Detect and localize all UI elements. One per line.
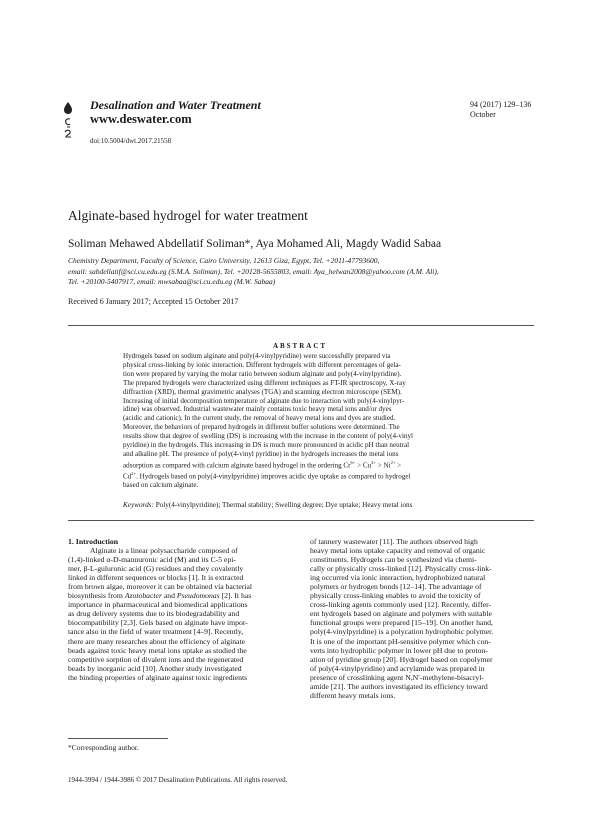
- body-line: Alginate is a linear polysaccharide composed of: [90, 546, 238, 556]
- body-line: ing occurred via ionic interaction, hydrophobized natural: [310, 573, 486, 583]
- abstract-line: results show that degree of swelling (DS) is increasing with the increase in the content of poly(4-vinyl: [123, 432, 413, 441]
- body-line: there are many researches about the efficiency of alginate: [68, 636, 246, 646]
- abstract-line: and alkaline pH. The presence of poly(4-vinyl pyridine) in the hydrogels increases the metal ions: [123, 449, 399, 458]
- ion-charge: 6+: [350, 459, 356, 465]
- body-line: presence of crosslinking agent N,N′-methylene-bisacryl-: [310, 672, 484, 682]
- body-line: constituents. Hydrogels can be synthesized via chemi-: [310, 555, 477, 565]
- abstract-text: adsorption as compared with calcium alginate based hydrogel in the ordering Cr: [123, 461, 351, 470]
- issue-month: October: [470, 110, 496, 119]
- body-line: poly(4-vinylpyridine) is a polycation hydrophobic polymer.: [310, 627, 494, 637]
- body-line: beads against toxic heavy metal ions uptake as studied the: [68, 645, 247, 655]
- body-line: [68, 591, 294, 600]
- genus-name: Pseudomonas: [176, 591, 220, 601]
- body-text: biosynthesis from: [68, 591, 123, 601]
- abstract-text: >: [395, 461, 402, 470]
- issue-info: [470, 100, 531, 120]
- body-line: as drug delivery systems due to its biodegradability and: [68, 609, 240, 619]
- body-line: verts into hydrophilic polymer in lower pH due to proton-: [310, 645, 488, 655]
- body-line: (1,4)-linked α-D-mannuronic acid (M) and its C-5 epi-: [68, 555, 236, 565]
- abstract-text: > Cu: [355, 461, 372, 470]
- abstract-text: > Ni: [375, 461, 391, 470]
- body-text: and: [161, 591, 177, 601]
- issue-volume-pages: 94 (2017) 129–136: [470, 100, 532, 109]
- body-line: physically cross-linking enables to avoid the toxicity of: [310, 591, 481, 601]
- doi[interactable]: doi:10.5004/dwt.2017.21558: [90, 137, 172, 145]
- abstract-line: [123, 459, 488, 470]
- footnote-divider: [68, 738, 168, 739]
- keywords-label: Keywords:: [123, 501, 154, 509]
- article-authors: Soliman Mehawed Abdellatif Soliman*, Aya Mohamed Ali, Magdy Wadid Sabaa: [68, 238, 442, 250]
- body-line: heavy metal ions uptake capacity and removal of organic: [310, 546, 486, 556]
- body-line: amide [21]. The authors investigated its efficiency toward: [310, 681, 488, 691]
- body-line: cross-linking agents commonly used [12]. Recently, differ-: [310, 600, 492, 610]
- body-text: [2]. It has: [219, 591, 252, 601]
- journal-logo-icon: [60, 100, 76, 146]
- body-line: beads by inorganic acid [10]. Another study investigated: [68, 663, 242, 673]
- abstract-line: physical cross-linking by ionic interaction. Different hydrogels with different percentages of gela-: [123, 360, 401, 369]
- abstract-line: Hydrogels based on sodium alginate and poly(4-vinylpyridine) were successfully prepared via: [123, 352, 391, 360]
- body-line: competitive sorption of divalent ions and the regenerated: [68, 654, 244, 664]
- body-right-column: [310, 537, 536, 700]
- abstract-heading: ABSTRACT: [272, 342, 328, 350]
- abstract-line: Increasing of initial decomposition temperature of alginate due to interaction with poly(4-vinylpyr-: [123, 396, 405, 405]
- keywords-list: Poly(4-vinylpyridine); Thermal stability; Swelling degree; Dye uptake; Heavy metal ions: [153, 501, 413, 509]
- affiliation-line: Chemistry Department, Faculty of Science, Cairo University, 12613 Giza, Egypt, Tel. +2011-47793600,: [68, 256, 380, 265]
- genus-name: Azotobacter: [124, 591, 162, 601]
- body-line: of poly(4-vinylpyridine) and acrylamide was prepared in: [310, 663, 485, 673]
- abstract-text: . Hydrogels based on poly(4-vinylpyridine) improves acidic dye uptake as compared to hydrogel: [136, 472, 411, 481]
- article-title: Alginate-based hydrogel for water treatment: [68, 208, 308, 223]
- author-affiliation: [68, 256, 538, 288]
- abstract-line: based on calcium alginate.: [123, 481, 199, 490]
- abstract-line: (acidic and cationic). In the current study, the removal of heavy metal ions and dyes are studied.: [123, 414, 396, 423]
- section-heading: 1. Introduction: [68, 537, 119, 546]
- corresponding-author-footnote: *Corresponding author.: [68, 743, 139, 752]
- body-line: linked in different sequences or blocks [1]. It is extracted: [68, 573, 244, 583]
- body-line: ation of pyridine group [20]. Hydrogel based on copolymer: [310, 654, 493, 664]
- body-line: tance also in the field of water treatment [4–9]. Recently,: [68, 627, 244, 637]
- abstract-text: Cd: [123, 472, 132, 481]
- body-line: ent hydrogels based on alginate and polymers with suitable: [310, 609, 492, 619]
- body-line: of tannery wastewater [11]. The authors observed high: [310, 537, 478, 546]
- body-line: different heavy metals ions.: [310, 690, 396, 700]
- abstract-line: The prepared hydrogels were characterized using different techniques as FT-IR spectroscopy, X-ray: [123, 378, 406, 387]
- abstract-line: idine) was observed. Industrial wastewater mainly contains toxic heavy metal ions and/or dyes: [123, 405, 392, 414]
- abstract-body: [123, 352, 488, 490]
- ion-charge: 2+: [390, 459, 396, 465]
- abstract-line: tion were prepared by varying the molar ratio between sodium alginate and poly(4-vinylpyridine).: [123, 369, 402, 378]
- journal-url[interactable]: www.deswater.com: [90, 112, 192, 126]
- body-left-column: [68, 537, 294, 682]
- body-line: from brown algae, moreover it can be obtained via bacterial: [68, 582, 252, 592]
- ion-charge: 2+: [131, 471, 137, 477]
- body-line: functional groups were prepared [15–19]. On another hand,: [310, 618, 493, 628]
- body-line: cally or physically cross-linked [12]. Physically cross-link-: [310, 564, 492, 574]
- body-line: the binding properties of alginate against toxic ingredients: [68, 672, 248, 682]
- journal-name: Desalination and Water Treatment: [90, 98, 261, 112]
- abstract-line: Moreover, the behaviors of prepared hydrogels in different buffer solutions were determined. The: [123, 423, 400, 432]
- body-line: importance in pharmaceutical and biomedical applications: [68, 600, 248, 610]
- abstract-line: [123, 470, 488, 481]
- abstract-line: diffraction (XRD), thermal gravimetric analyses (TGA) and scanning electron microscope (SEM).: [123, 387, 402, 396]
- body-line: mer, β-L-guluronic acid (G) residues and they covalently: [68, 564, 244, 574]
- ion-charge: 2+: [371, 459, 376, 465]
- received-accepted-dates: Received 6 January 2017; Accepted 15 October 2017: [68, 297, 239, 306]
- abstract-line: pyridine) in the hydrogels. This increasing in DS is much more pronounced in acidic pH than neutral: [123, 441, 410, 450]
- body-line: biocompatibility [2,3]. Gels based on alginate have impor-: [68, 618, 248, 628]
- keywords: [123, 501, 503, 509]
- section-divider: [68, 325, 534, 326]
- body-line: polymers or hydrogen bonds [12–14]. The advantage of: [310, 582, 482, 592]
- section-divider: [68, 520, 534, 521]
- issn-copyright: 1944-3994 / 1944-3986 © 2017 Desalination Publications. All rights reserved.: [68, 776, 288, 784]
- affiliation-line: email: sabdellatif@sci.cu.edu.eg (S.M.A. Soliman), Tel. +20128-5655803, email: Aya_helwan2008@yahoo.com (A.M. Ali),: [68, 266, 439, 276]
- affiliation-line: Tel. +20100-5407917, email: mwsabaa@sci.cu.edu.eg (M.W. Sabaa): [68, 277, 276, 286]
- body-line: It is one of the important pH-sensitive polymer which con-: [310, 636, 491, 646]
